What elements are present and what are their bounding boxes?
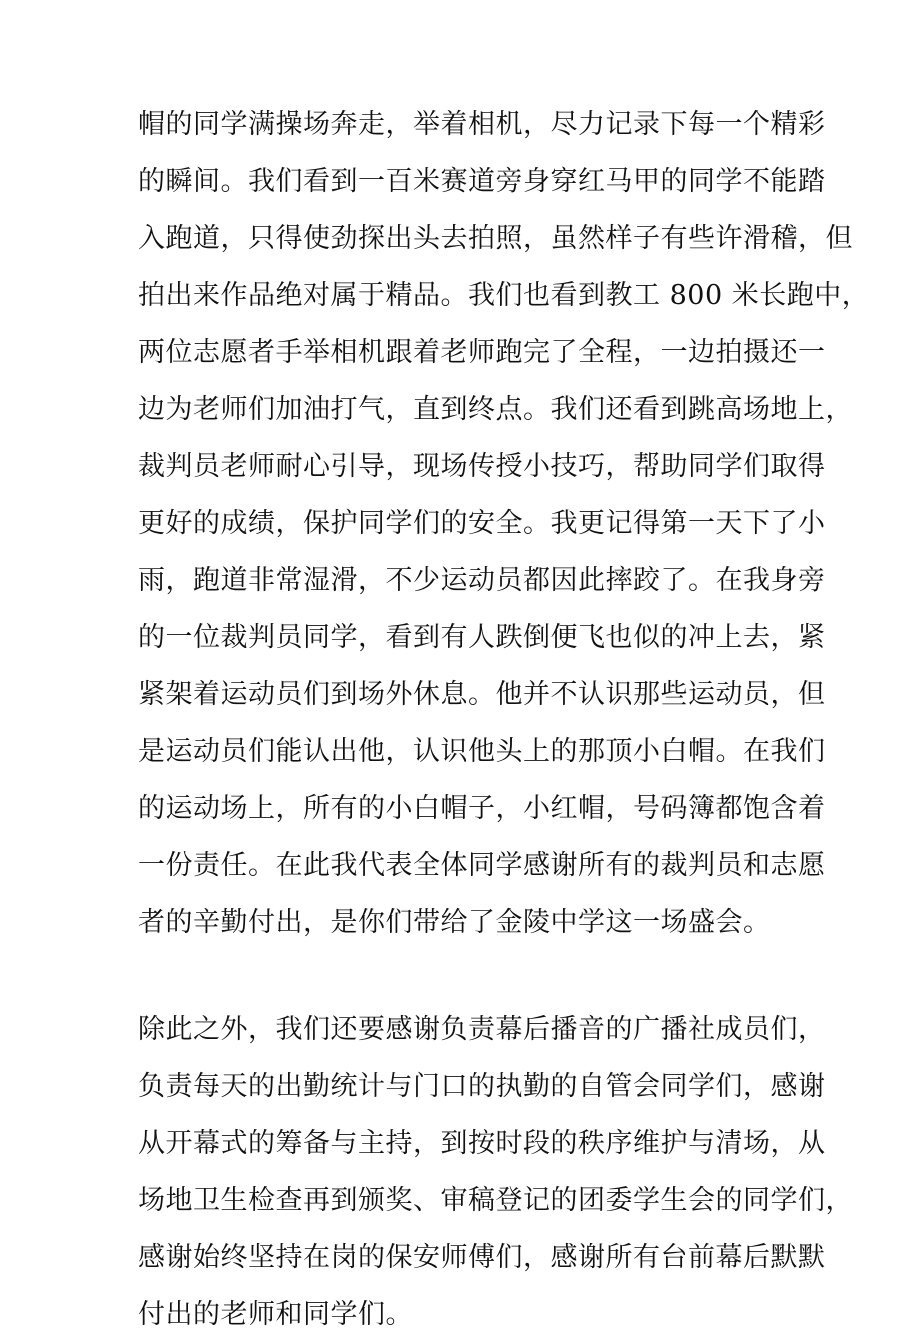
paragraph-1-line-9: 雨，跑道非常湿滑，不少运动员都因此摔跤了。在我身旁 — [138, 565, 826, 596]
paragraph-1-line-14: 一份责任。在此我代表全体同学感谢所有的裁判员和志愿 — [138, 850, 826, 881]
paragraph-2-line-5: 感谢始终坚持在岗的保安师傅们，感谢所有台前幕后默默 — [138, 1242, 826, 1273]
paragraph-1-line-11: 紧架着运动员们到场外休息。他并不认识那些运动员，但 — [138, 679, 826, 710]
paragraph-2-line-6: 付出的老师和同学们。 — [138, 1299, 413, 1330]
paragraph-1-line-4: 拍出来作品绝对属于精品。我们也看到教工 800 米长跑中， — [138, 280, 870, 311]
paragraph-1-line-3: 入跑道，只得使劲探出头去拍照，虽然样子有些许滑稽，但 — [138, 223, 853, 254]
paragraph-1-line-2: 的瞬间。我们看到一百米赛道旁身穿红马甲的同学不能踏 — [138, 166, 826, 197]
paragraph-2-line-4: 场地卫生检查再到颁奖、审稿登记的团委学生会的同学们， — [138, 1185, 853, 1216]
paragraph-1-line-1: 帽的同学满操场奔走，举着相机，尽力记录下每一个精彩 — [138, 109, 826, 140]
paragraph-1-line-6: 边为老师们加油打气，直到终点。我们还看到跳高场地上， — [138, 394, 853, 425]
paragraph-1-line-15: 者的辛勤付出，是你们带给了金陵中学这一场盛会。 — [138, 907, 771, 938]
paragraph-2-line-2: 负责每天的出勤统计与门口的执勤的自管会同学们，感谢 — [138, 1071, 826, 1102]
paragraph-1-line-7: 裁判员老师耐心引导，现场传授小技巧，帮助同学们取得 — [138, 451, 826, 482]
paragraph-2-line-1: 除此之外，我们还要感谢负责幕后播音的广播社成员们， — [138, 1014, 826, 1045]
paragraph-1-line-8: 更好的成绩，保护同学们的安全。我更记得第一天下了小 — [138, 508, 826, 539]
paragraph-2-line-3: 从开幕式的筹备与主持，到按时段的秩序维护与清场，从 — [138, 1128, 826, 1159]
paragraph-1-line-13: 的运动场上，所有的小白帽子，小红帽，号码簿都饱含着 — [138, 793, 826, 824]
paragraph-1-line-10: 的一位裁判员同学，看到有人跌倒便飞也似的冲上去，紧 — [138, 622, 826, 653]
paragraph-1-line-12: 是运动员们能认出他，认识他头上的那顶小白帽。在我们 — [138, 736, 826, 767]
paragraph-1-line-5: 两位志愿者手举相机跟着老师跑完了全程，一边拍摄还一 — [138, 337, 826, 368]
